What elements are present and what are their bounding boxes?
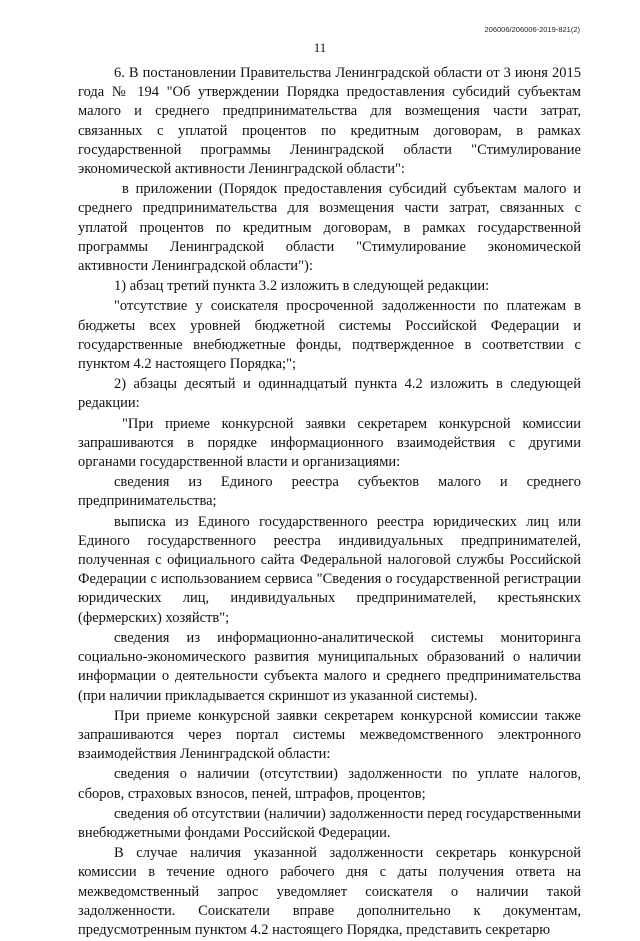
paragraph: сведения из информационно-аналитической системы мониторинга социально-экономического развития муниципальных образований о наличии информации о деятельности субъекта малого и среднего предпринимательства (при наличии прикладывается скриншот из указанной системы). [78,629,581,704]
paragraph: "При приеме конкурсной заявки секретарем конкурсной комиссии запрашиваются в порядке информационного взаимодействия с другими органами государственной власти и организациями: [78,415,581,471]
paragraph: в приложении (Порядок предоставления субсидий субъектам малого и среднего предпринимательства для возмещения части затрат, связанных с уплатой процентов по кредитным договорам, в рамках государственной программы Ленинградской области "Стимулирование экономической активности Ленинградской области"): [78,181,581,275]
paragraph: сведения о наличии (отсутствии) задолженности по уплате налогов, сборов, страховых взносов, пеней, штрафов, процентов; [78,766,581,802]
paragraph: "отсутствие у соискателя просроченной задолженности по платежам в бюджеты всех уровней бюджетной системы Российской Федерации и государственные внебюджетные фонды, подтвержденное в соответствии с пунктом 4.2 настоящего Порядка;"; [78,298,581,373]
paragraph: выписка из Единого государственного реестра юридических лиц или Единого государственного реестра индивидуальных предпринимателей, полученная с официального сайта Федеральной налоговой службы Российской Федерации с использованием сервиса "Сведения о государственной регистрации юридических лиц, индивидуальных предпринимателей, крестьянских (фермерских) хозяйств"; [78,513,581,626]
paragraph: 6. В постановлении Правительства Ленинградской области от 3 июня 2015 года № 194 "Об утверждении Порядка предоставления субсидий субъектам малого и среднего предпринимательства для возмещения части затрат, связанных с уплатой процентов по кредитным договорам, в рамках государственной программы Ленинградской области "Стимулирование экономической активности Ленинградской области": [78,65,581,178]
paragraph: 1) абзац третий пункта 3.2 изложить в следующей редакции: [114,278,490,295]
paragraph: В случае наличия указанной задолженности секретарь конкурсной комиссии в течение одного рабочего дня с даты получения ответа на межведомственный запрос уведомляет соискателя о наличии такой задолженности. Соискатели вправе дополнительно к документам, предусмотренным пунктом 4.2 настоящего Порядка, представить секретарю [78,845,581,938]
paragraph: сведения об отсутствии (наличии) задолженности перед государственными внебюджетными фондами Российской Федерации. [78,805,581,841]
paragraph: сведения из Единого реестра субъектов малого и среднего предпринимательства; [78,474,581,510]
document-number: 206006/206006-2019-821(2) [484,25,580,34]
page-number: 11 [313,40,327,55]
document-body [78,64,581,941]
paragraph: При приеме конкурсной заявки секретарем конкурсной комиссии также запрашиваются через портал системы межведомственного электронного взаимодействия Ленинградской области: [78,707,581,763]
paragraph: 2) абзацы десятый и одиннадцатый пункта 4.2 изложить в следующей редакции: [78,376,581,412]
